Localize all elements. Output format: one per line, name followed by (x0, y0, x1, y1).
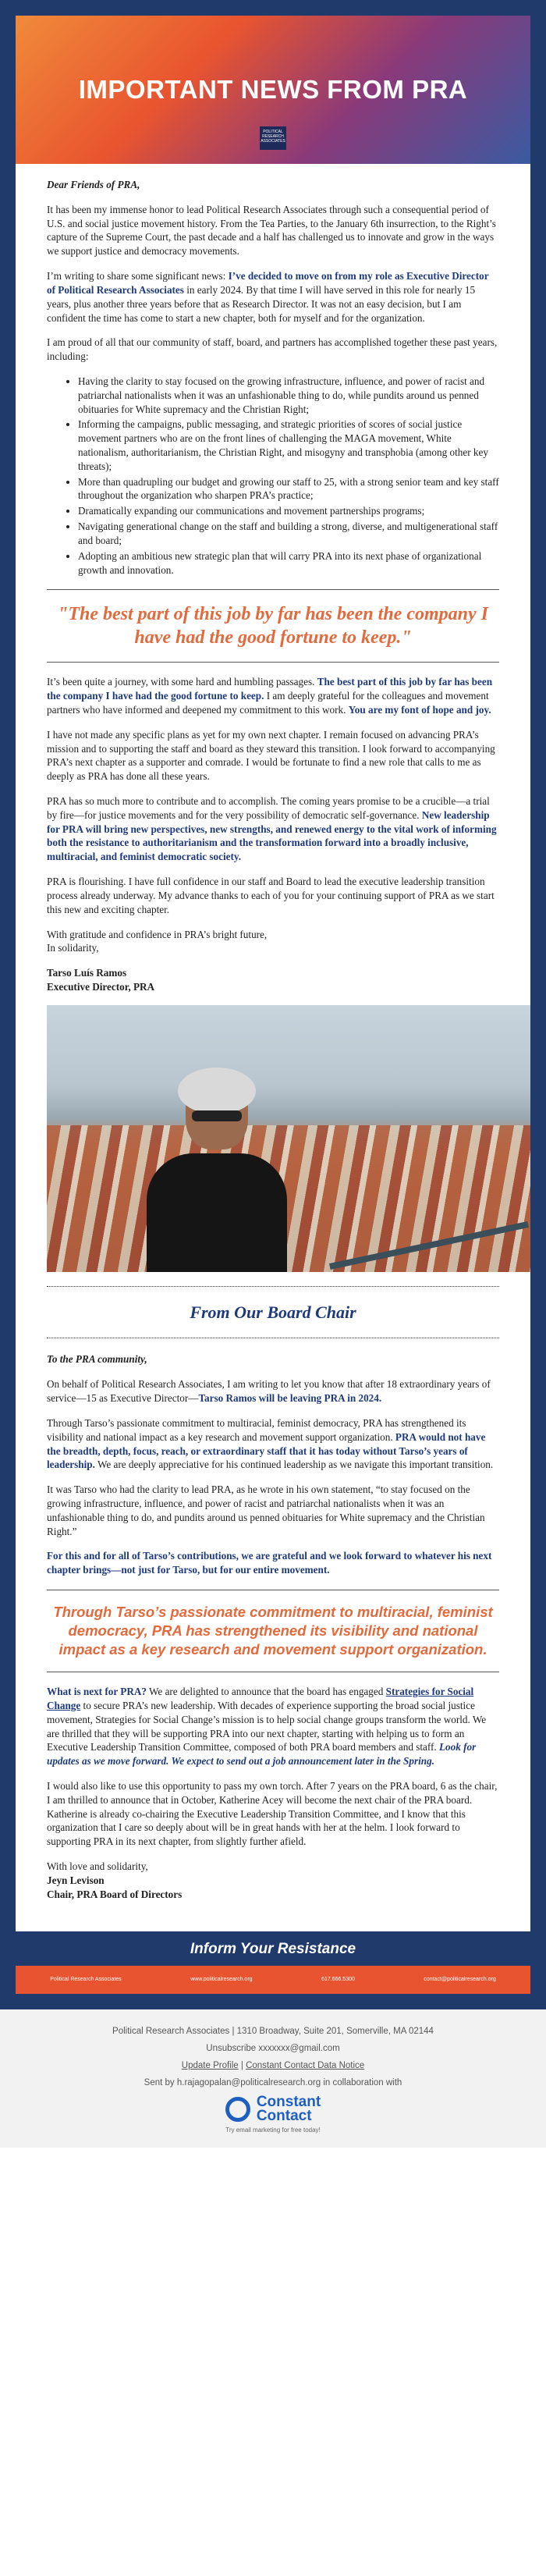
hero-banner (16, 16, 530, 164)
board-paragraph: What is next for PRA? We are delighted to announce that the board has engaged Strategies for Social Change to secure PRA’s new leadership. With decades of experience supporting the broad social justice movement, Strategies for Social Change’s mission is to help social change groups transform the world. We are thrilled that they will be supporting PRA into our next chapter, starting with helping us to form an Executive Leadership Transition Committee, composed of both PRA board members and staff. Look for updates as we move forward. We expect to send out a job announcement later in the Spring. (47, 1686, 487, 1768)
contact-bar (16, 1966, 530, 1994)
signature-title: Executive Director, PRA (47, 980, 155, 993)
list-item: • Navigating generational change on the staff and building a strong, diverse, and multigenerational staff and board; (78, 520, 499, 548)
letter-paragraph: It has been my immense honor to lead Political Research Associates through such a consequential period of U.S. and social justice movement history. From the Tea Parties, to the January 6th insurrection, to the Right’s capture of the Supreme Court, the past decade and a half has challenged us to innovate and grow in the ways we support justice and democracy movements. (47, 203, 496, 258)
board-greeting: To the PRA community, (47, 1353, 147, 1366)
hero-title: IMPORTANT NEWS FROM PRA (78, 75, 468, 104)
constant-contact-icon (225, 2097, 250, 2122)
pull-quote: "The best part of this job by far has been the company I have had the good fortune to keep." (58, 604, 488, 648)
divider (47, 1286, 499, 1287)
pra-logo: POLITICAL RESEARCH ASSOCIATES (260, 126, 286, 150)
list-item: • More than quadrupling our budget and growing our staff to 25, with a strong senior team and key staff throughout the organization who sharpen PRA’s practice; (78, 475, 499, 503)
signature-name: Jeyn Levison (47, 1874, 105, 1886)
board-pull-quote: Through Tarso’s passionate commitment to multiracial, feminist democracy, PRA has strengthened its visibility and national impact as a key research and movement support organization. (53, 1604, 493, 1658)
letter-closing: With gratitude and confidence in PRA’s bright future, In solidarity, (47, 928, 268, 954)
board-chair-heading: From Our Board Chair (190, 1302, 356, 1322)
divider (47, 662, 499, 663)
contact-phone: 617.666.5300 (321, 1977, 355, 1983)
letter-paragraph: It’s been quite a journey, with some hard and humbling passages. The best part of this job by far has been the company I have had the good fortune to keep. I am deeply grateful for the colleagues and movement partners who have informed and deepened my commitment to this work. You are my font of hope and joy. (47, 676, 493, 716)
letter-paragraph: I’m writing to share some significant news: I’ve decided to move on from my role as Executive Director of Political Research Associates in early 2024. By that time I will have served in this role for nearly 15 years, plus another three years before that as Research Director. It was not an easy decision, but I am confident the time has come to start a new chapter, both for myself and for the organization. (47, 270, 489, 324)
list-item: • Informing the campaigns, public messaging, and strategic priorities of scores of social justice movement partners who are on the front lines of challenging the MAGA movement, White nationalism, authoritarianism, the Christian Right, and misogyny and transphobia (among other key threats); (78, 417, 499, 473)
footer-address: Political Research Associates | 1310 Broadway, Suite 201, Somerville, MA 02144 (112, 2026, 434, 2036)
letter-paragraph: PRA has so much more to contribute and to accomplish. The coming years promise to be a crucible—a trial by fire—for justice movements and for the very possibility of democratic self-governance. New leadership for PRA will bring new perspectives, new strengths, and renewed energy to the vital work of informing both the resistance to authoritarianism and the transformation forward into a broadly inclusive, multiracial, and feminist democratic society. (47, 795, 497, 863)
board-signature: With love and solidarity, Jeyn Levison Chair, PRA Board of Directors (47, 1860, 499, 1901)
data-notice-link[interactable]: Constant Contact Data Notice (246, 2060, 365, 2070)
letter-greeting: Dear Friends of PRA, (47, 179, 140, 190)
list-item: • Adopting an ambitious new strategic plan that will carry PRA into its next phase of organizational growth and innovation. (78, 549, 499, 577)
sent-by: Sent by h.rajagopalan@politicalresearch.org in collaboration with (144, 2077, 402, 2087)
footer-links: Update Profile | Constant Contact Data Notice (181, 2060, 365, 2070)
footer (0, 2009, 546, 2148)
list-item: • Dramatically expanding our communications and movement partnerships programs; (78, 504, 499, 518)
letter-paragraph: I have not made any specific plans as yet for my own next chapter. I remain focused on advancing PRA’s mission and to supporting the staff and board as they steward this transition. I look forward to accompanying PRA’s next chapter as a supporter and comrade. I would be fortunate to find a new role that calls to me as deeply as PRA has done all these years. (47, 728, 495, 783)
divider (47, 589, 499, 590)
signature-title: Chair, PRA Board of Directors (47, 1888, 183, 1900)
signature-name: Tarso Luís Ramos (47, 967, 127, 979)
board-paragraph: For this and for all of Tarso’s contributions, we are grateful and we look forward to whatever his next chapter brings—not just for Tarso, but for our entire movement. (47, 1550, 492, 1576)
strategies-link[interactable]: Strategies for Social Change (47, 1686, 474, 1711)
letter-panel (16, 164, 530, 1931)
list-item: • Having the clarity to stay focused on the growing infrastructure, influence, and power of racist and patriarchal nationalists when it was an unfashionable thing to do, while pundits around us penned obituaries for White supremacy and the Christian Right; (78, 375, 499, 416)
cc-tagline: Try email marketing for free today! (225, 2126, 321, 2134)
resist-banner: Inform Your Resistance (16, 1931, 530, 1966)
signature-block (47, 966, 499, 994)
portrait-photo (47, 1005, 530, 1272)
contact-email[interactable]: contact@politicalresearch.org (424, 1977, 496, 1983)
board-paragraph: On behalf of Political Research Associates, I am writing to let you know that after 18 extraordinary years of service—15 as Executive Director—Tarso Ramos will be leaving PRA in 2024. (47, 1378, 491, 1405)
unsubscribe-link[interactable]: Unsubscribe xxxxxxx@gmail.com (206, 2043, 340, 2053)
contact-org: Political Research Associates (50, 1977, 122, 1983)
contact-web[interactable]: www.politicalresearch.org (190, 1977, 253, 1983)
update-profile-link[interactable]: Update Profile (181, 2060, 239, 2070)
letter-paragraph: PRA is flourishing. I have full confidence in our staff and Board to lead the executive leadership transition process already underway. My advance thanks to each of you for your continuing support of PRA as we start this new and exciting chapter. (47, 876, 495, 915)
board-paragraph: Through Tarso’s passionate commitment to multiracial, feminist democracy, PRA has strengthened its visibility and national impact as a key research and movement support organization. PRA would not have the breadth, depth, focus, reach, or extraordinary staff that it has today without Tarso’s years of leadership. We are deeply appreciative for his continued leadership as we navigate this important transition. (47, 1416, 494, 1471)
constant-contact-logo[interactable]: Constant Contact (0, 2095, 546, 2123)
accomplishments-list (47, 375, 499, 577)
board-paragraph: It was Tarso who had the clarity to lead PRA, as he wrote in his own statement, “to stay focused on the growing infrastructure, influence, and power of racist and patriarchal nationalists when it was an unfashionable thing to do, and pundits around us penned obituaries for White supremacy and the Christian Right.” (47, 1483, 485, 1537)
board-paragraph: I would also like to use this opportunity to pass my own torch. After 7 years on the PRA board, 6 as the chair, I am thrilled to announce that in October, Katherine Acey will become the next chair of the PRA board. Katherine is already co-chairing the Executive Leadership Transition Committee, and I know that this organization that I care so deeply about will be in great hands with her at the helm. I look forward to supporting PRA in its next chapter, from slightly further afield. (47, 1780, 498, 1848)
letter-paragraph: I am proud of all that our community of staff, board, and partners has accomplished together these past years, including: (47, 336, 498, 363)
